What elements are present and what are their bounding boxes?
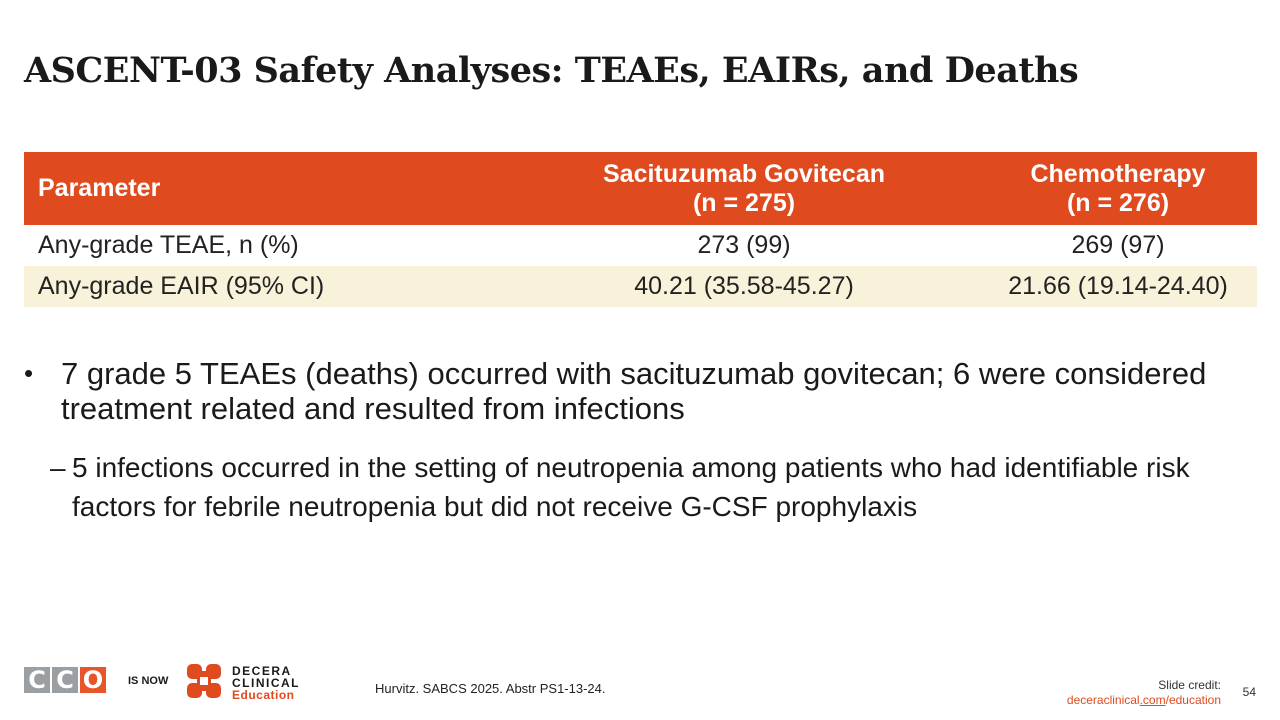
decera-line3: Education [232,688,295,702]
slide-title: ASCENT-03 Safety Analyses: TEAEs, EAIRs, and Deaths [24,50,1079,91]
header-sacituzumab-name: Sacituzumab Govitecan [602,159,886,188]
cco-logo-letter: O [80,667,106,693]
table-header-row [24,152,1257,225]
cco-logo-letter: C [24,667,50,693]
sub-bullet-text: 5 infections occurred in the setting of neutropenia among patients who had identifiable risk factors for febrile neutropenia but did not receive G-CSF prophylaxis [72,452,1190,522]
slide-credit-label: Slide credit: [1158,678,1221,692]
cell-parameter: Any-grade TEAE, n (%) [38,231,299,259]
page-number: 54 [1242,685,1256,699]
slide-credit-link[interactable] [1067,693,1221,708]
decera-line1: DECERA [232,664,292,678]
header-sacituzumab [509,152,979,225]
decera-wordmark [232,665,300,701]
decera-logo-icon [187,664,221,698]
header-chemotherapy-name: Chemotherapy [1030,159,1206,188]
citation: Hurvitz. SABCS 2025. Abstr PS1-13-24. [375,681,606,696]
cco-logo-letter: C [52,667,78,693]
table-row [24,225,1257,266]
table-row [24,266,1257,307]
cell-parameter: Any-grade EAIR (95% CI) [38,272,325,300]
slide-credit [1067,678,1221,708]
cell-chemotherapy: 269 (97) [1071,231,1165,259]
header-chemotherapy [979,152,1257,225]
decera-line2: CLINICAL [232,676,300,690]
bullet-list [24,356,1244,526]
bullet-text: 7 grade 5 TEAEs (deaths) occurred with sacituzumab govitecan; 6 were considered treatment related and resulted from infections [61,356,1207,426]
cell-chemotherapy: 21.66 (19.14-24.40) [1008,272,1228,300]
header-parameter [24,152,509,225]
bullet-dot-icon: • [24,358,34,388]
header-sacituzumab-n: (n = 275) [692,188,796,217]
safety-table [24,152,1257,307]
sub-bullet-item [50,448,1244,526]
credit-link-part[interactable]: /education [1165,693,1221,707]
cell-sacituzumab: 273 (99) [697,231,791,259]
bullet-item [24,356,1244,426]
sub-bullet-dash-icon: – [50,452,66,483]
credit-link-part[interactable]: .com [1139,693,1166,707]
header-chemotherapy-n: (n = 276) [1066,188,1170,217]
is-now-label: IS NOW [128,675,169,687]
credit-link-part[interactable]: deceraclinical [1066,693,1140,707]
cell-sacituzumab: 40.21 (35.58-45.27) [634,272,854,300]
header-parameter-label: Parameter [38,174,161,202]
